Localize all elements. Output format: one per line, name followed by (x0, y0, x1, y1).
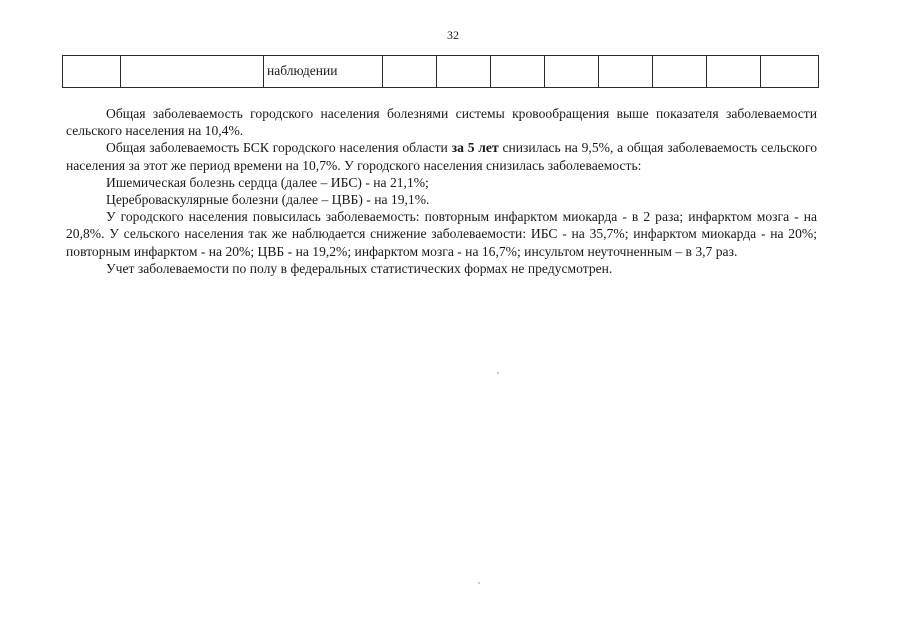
paragraph-bsk-text-start: Общая заболеваемость БСК городского населения области (106, 140, 452, 156)
paragraph-bsk-emphasis: за 5 лет (451, 140, 499, 156)
scan-speck (478, 582, 480, 584)
table-cell (761, 56, 819, 88)
table-cell (545, 56, 599, 88)
page-number: 32 (447, 28, 459, 42)
table-cell (599, 56, 653, 88)
table-cell (63, 56, 121, 88)
paragraph-ibs: Ишемическая болезнь сердца (далее – ИБС) - на 21,1%; (106, 174, 429, 190)
paragraph-cvb: Цереброваскулярные болезни (далее – ЦВБ) - на 19,1%. (106, 192, 430, 208)
table-cell (653, 56, 707, 88)
paragraph-gender-note: Учет заболеваемости по полу в федеральных статистических формах не предусмотрен. (106, 260, 613, 276)
table-cell (437, 56, 491, 88)
scan-speck (497, 372, 499, 374)
paragraph-urban-vs-rural: Общая заболеваемость городского населения болезнями системы кровообращения выше показателя заболеваемости сельского населения на 10,4%. (66, 106, 817, 139)
table-cell (491, 56, 545, 88)
table-cell: наблюдении (264, 56, 383, 88)
table-cell (383, 56, 437, 88)
table-fragment (62, 55, 819, 88)
table-cell (121, 56, 264, 88)
paragraph-bsk-decline (66, 139, 817, 173)
paragraph-bsk-text-end: снизилась на 9,5%, а общая заболеваемость сельского населения за этот же период времени на 10,7%. У городского населения снизилась заболеваемость: (66, 140, 817, 173)
paragraph-urban-increase: У городского населения повысилась заболеваемость: повторным инфарктом миокарда - в 2 раза; инфарктом мозга - на 20,8%. У сельского населения так же наблюдается снижение заболеваемости: ИБС - на 35,7%; инфарктом миокарда - на 20%; повторным инфарктом - на 20%; ЦВБ - на 19,2%; инфарктом мозга - на 16,7%; инсультом неуточненным – в 3,7 раз. (66, 209, 817, 259)
table-cell (707, 56, 761, 88)
body-text (66, 105, 817, 277)
table-row (63, 56, 819, 88)
